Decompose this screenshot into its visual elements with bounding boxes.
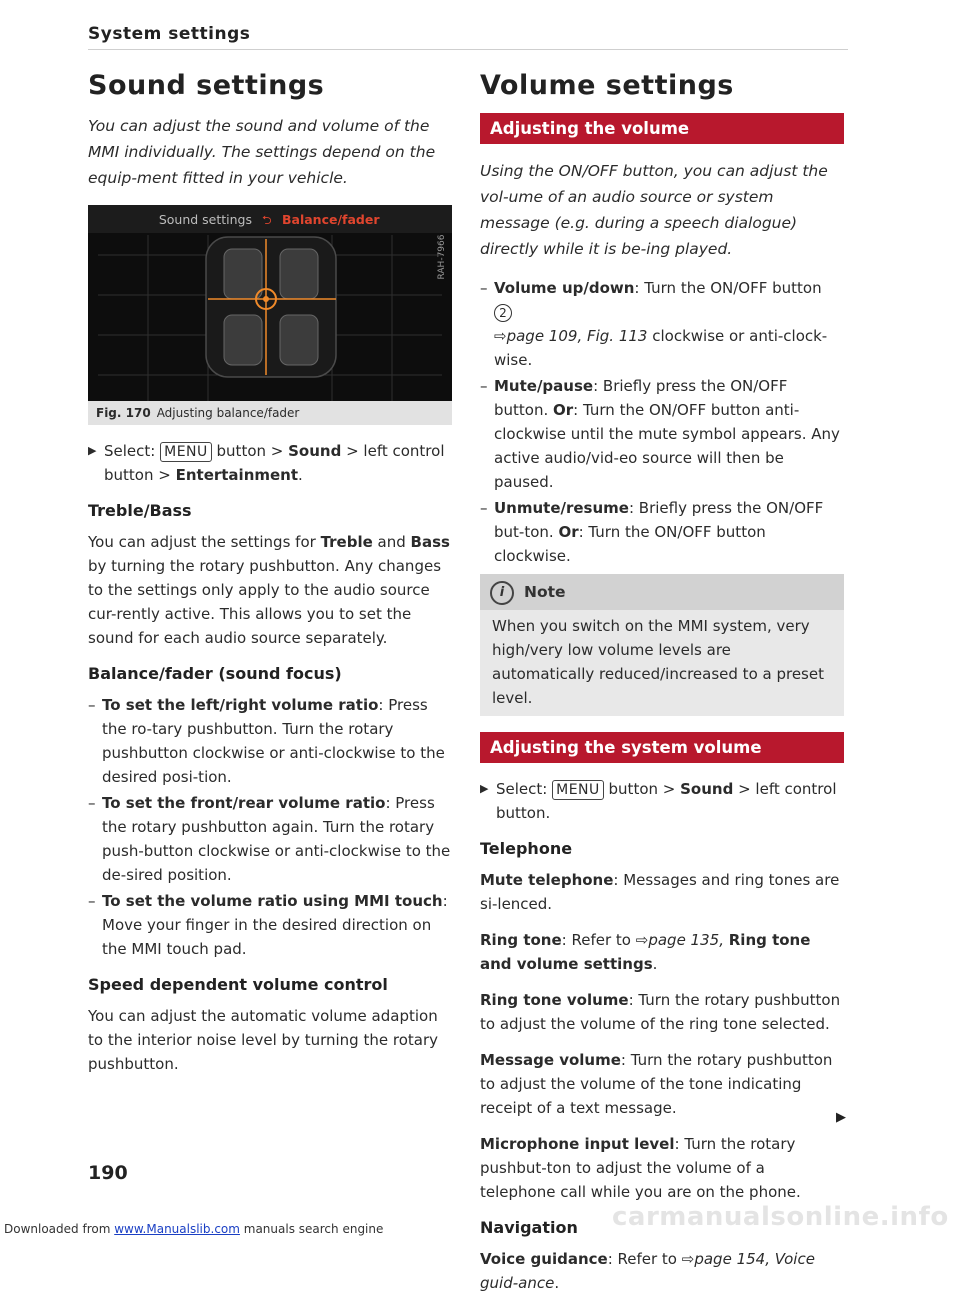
system-volume-bar: Adjusting the system volume [480, 732, 844, 763]
page-ref-arrow-icon: ⇨ [494, 327, 507, 345]
figure-caption [88, 401, 452, 425]
page-ref-arrow-icon: ⇨ [635, 931, 649, 949]
speed-volume-text: You can adjust the automatic volume adaption to the interior noise level by turning the rotary pushbutton. [88, 1007, 438, 1073]
ring-tone-text: Ring tone: Refer to ⇨page 135, Ring tone and volume settings. [480, 931, 811, 973]
page-ref-arrow-icon: ⇨ [681, 1250, 695, 1268]
microphone-level-text: Microphone input level: Turn the rotary pushbut-ton to adjust the volume of a telephone call while you are on the phone. [480, 1135, 801, 1201]
select-instruction: ▶ Select: MENU button > Sound > left control button > Entertainment. [88, 439, 452, 487]
info-icon: i [490, 581, 514, 605]
figure-code: RAH-7966 [437, 234, 447, 280]
header-rule [88, 49, 848, 50]
volume-page-ref[interactable]: page 109, Fig. 113 [506, 327, 648, 345]
balance-fader-heading: Balance/fader (sound focus) [88, 664, 342, 683]
sound-intro: You can adjust the sound and volume of the MMI individually. The settings depend on the equip-ment fitted in your vehicle. [88, 117, 436, 187]
caption-number: Fig. 170 [96, 406, 151, 420]
menu-key: MENU [160, 442, 212, 462]
note-box [480, 574, 844, 716]
seat-front-right-icon [280, 249, 318, 299]
circled-number-icon: 2 [494, 304, 512, 322]
mute-telephone-text: Mute telephone: Messages and ring tones are si-lenced. [480, 871, 840, 913]
volume-intro: Using the ON/OFF button, you can adjust the vol-ume of an audio source or system message (e.g. during a speech dialogue) directly while it is be-ing played. [480, 162, 828, 258]
watermark: carmanualsonline.info [612, 1202, 949, 1232]
ring-tone-page-ref[interactable]: page 135, [648, 931, 724, 949]
sound-settings-title: Sound settings [88, 70, 325, 101]
speed-volume-heading: Speed dependent volume control [88, 975, 388, 994]
voice-guidance-page-ref[interactable]: page 154, Voice guid-ance [480, 1250, 815, 1292]
screen-title: Sound settings [158, 212, 252, 227]
right-column [480, 64, 844, 1307]
footer: Downloaded from www.Manualslib.com manuals search engine [4, 1222, 384, 1236]
balance-fader-screen [88, 205, 452, 401]
seat-rear-left-icon [224, 315, 262, 365]
note-text: When you switch on the MMI system, very high/very low volume levels are automatically reduced/increased to a preset level. [492, 617, 824, 707]
back-arrow-icon: ⮌ [262, 213, 272, 227]
telephone-heading: Telephone [480, 839, 573, 858]
volume-settings-title: Volume settings [480, 70, 734, 101]
menu-key: MENU [552, 780, 604, 800]
ring-tone-volume-text: Ring tone volume: Turn the rotary pushbutton to adjust the volume of the ring tone selected. [480, 991, 841, 1033]
continue-arrow-icon: ▶ [836, 1110, 846, 1125]
caption-text: Adjusting balance/fader [156, 406, 300, 420]
seat-rear-right-icon [280, 315, 318, 365]
note-header: i Note [480, 574, 844, 610]
left-column [88, 64, 452, 1088]
screen-subtitle: Balance/fader [282, 212, 380, 227]
balance-item-1: – To set the left/right volume ratio: Press the ro-tary pushbutton. Turn the rotary pushbutton clockwise or anti-clockwise to the desired posi-tion. [88, 696, 445, 786]
arrow-bullet-icon: ▶ [480, 782, 489, 795]
balance-item-3: – To set the volume ratio using MMI touch: Move your finger in the desired direction on the MMI touch pad. [88, 892, 448, 958]
page-number: 190 [88, 1162, 128, 1184]
select-instruction-2: ▶ Select: MENU button > Sound > left control button. [480, 777, 844, 825]
balance-item-2: – To set the front/rear volume ratio: Press the rotary pushbutton again. Turn the rotary push-button clockwise or anti-clockwise to the de-sired position. [88, 794, 451, 884]
volume-item-1: – Volume up/down: Turn the ON/OFF button 2 ⇨page 109, Fig. 113 clockwise or anti-clock-wise. [480, 279, 828, 369]
volume-item-2: – Mute/pause: Briefly press the ON/OFF button. Or: Turn the ON/OFF button anti-clockwise until the mute symbol appears. Any active audio/vid-eo source will then be paused. [480, 377, 840, 491]
figure-balance-fader [88, 205, 452, 401]
volume-item-3: – Unmute/resume: Briefly press the ON/OFF but-ton. Or: Turn the ON/OFF button clockwise. [480, 499, 824, 565]
seat-front-left-icon [224, 249, 262, 299]
navigation-heading: Navigation [480, 1218, 578, 1237]
voice-guidance-text: Voice guidance: Refer to ⇨page 154, Voice guid-ance. [480, 1250, 815, 1292]
arrow-bullet-icon: ▶ [88, 444, 97, 457]
section-header: System settings [88, 24, 251, 44]
message-volume-text: Message volume: Turn the rotary pushbutton to adjust the volume of the tone indicating receipt of a text message. [480, 1051, 833, 1117]
treble-bass-heading: Treble/Bass [88, 501, 192, 520]
adjusting-volume-bar: Adjusting the volume [480, 113, 844, 144]
treble-bass-text: You can adjust the settings for Treble and Bass by turning the rotary pushbutton. Any changes to the settings only apply to the audio source cur-rently active. This allows you to set the sound for each audio source separately. [88, 533, 450, 647]
manualslib-link[interactable]: www.Manualslib.com [114, 1222, 240, 1236]
